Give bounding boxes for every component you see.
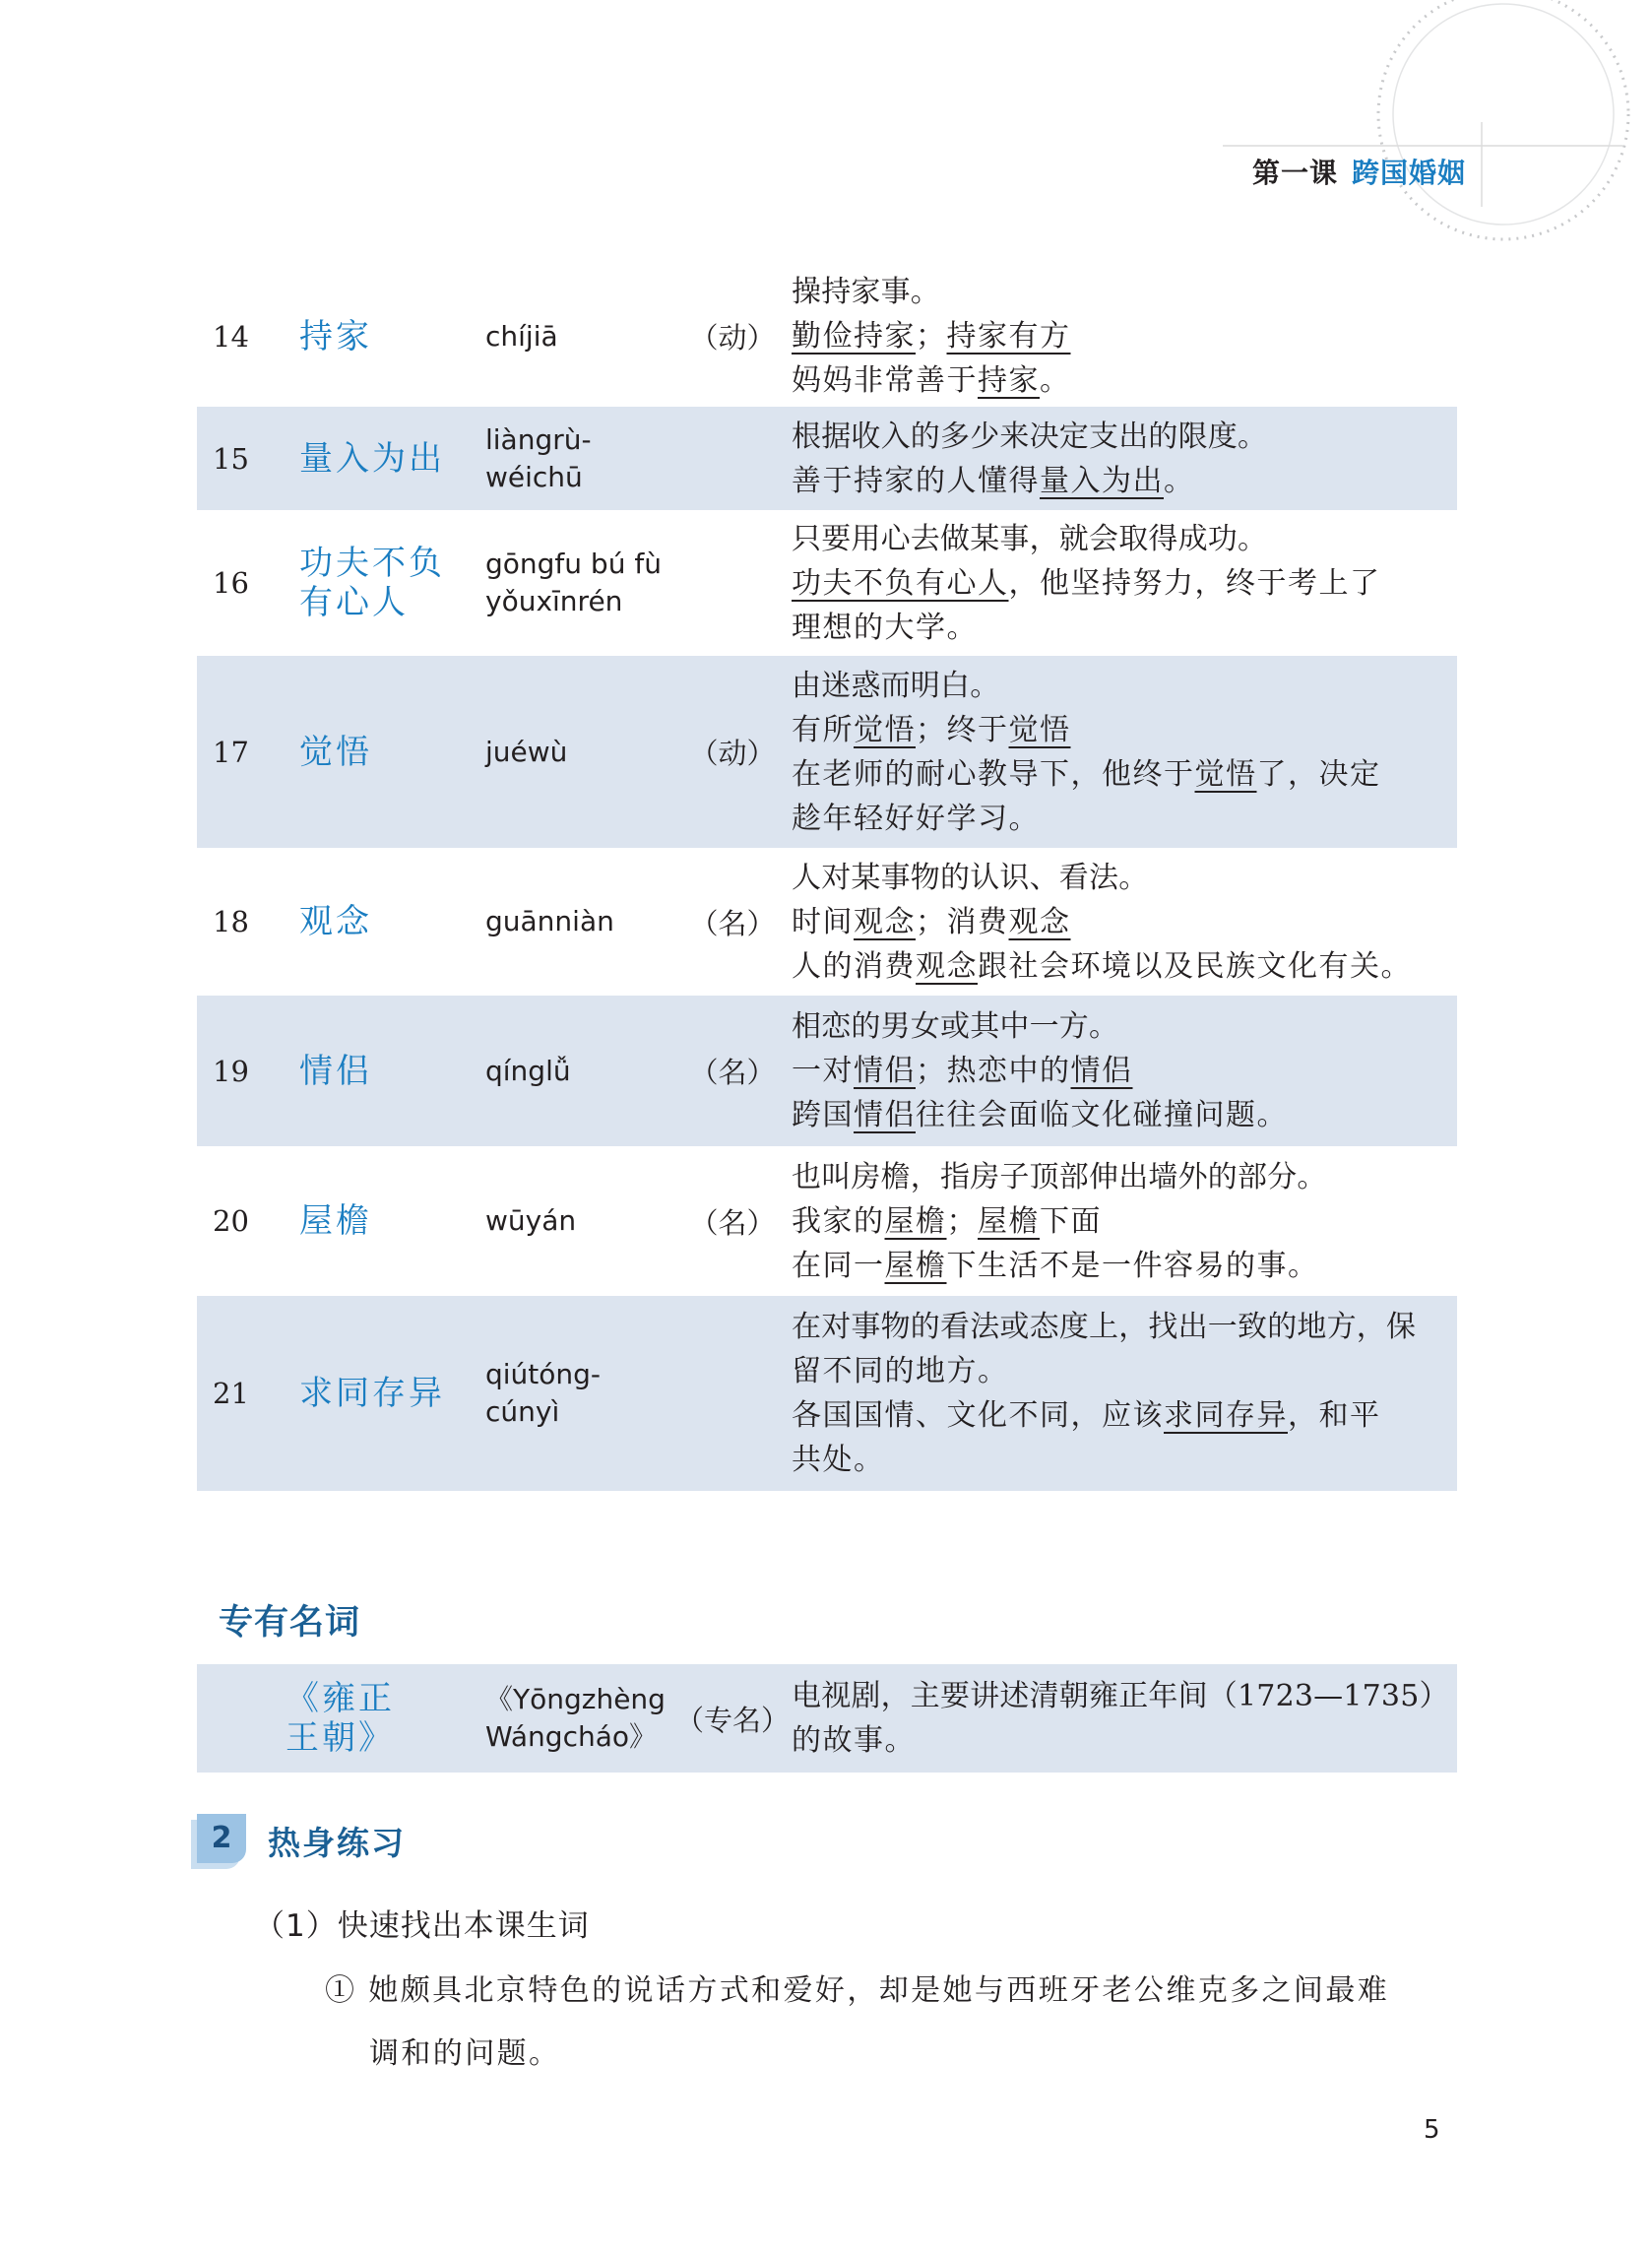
vocab-definition bbox=[792, 1296, 1457, 1491]
vocab-pinyin: qiútóng- cúnyì bbox=[485, 1358, 602, 1428]
vocab-number: 19 bbox=[213, 1054, 249, 1088]
proper-noun-pinyin: 《Yōngzhèng Wángcháo》 bbox=[485, 1683, 666, 1753]
lesson-title: 跨国婚姻 bbox=[1352, 157, 1467, 189]
example-keyword: 观念 bbox=[854, 904, 916, 939]
vocab-number: 20 bbox=[213, 1204, 249, 1238]
definition-line bbox=[792, 1049, 1457, 1093]
vocab-word: 觉悟 bbox=[299, 732, 372, 772]
definition-text: ，他坚持努力，终于考上了 bbox=[1008, 565, 1381, 601]
definition-text: 在对事物的看法或态度上，找出一致的地方，保 bbox=[792, 1310, 1417, 1344]
vocab-definition bbox=[792, 1146, 1457, 1296]
definition-line bbox=[792, 1155, 1457, 1199]
definition-text: 往往会面临文化碰撞问题。 bbox=[916, 1098, 1288, 1132]
definition-text: 在同一 bbox=[792, 1248, 885, 1283]
definition-line bbox=[792, 1093, 1457, 1137]
example-keyword: 功夫不负有心人 bbox=[792, 565, 1009, 601]
exercise-item-line: ① 她颇具北京特色的说话方式和爱好，却是她与西班牙老公维克多之间最难 bbox=[325, 1973, 1390, 2008]
example-keyword: 持家有方 bbox=[946, 319, 1071, 354]
example-keyword: 觉悟 bbox=[1194, 756, 1257, 792]
definition-line bbox=[792, 270, 1457, 314]
vocab-pinyin: wūyán bbox=[485, 1204, 577, 1237]
definition-line bbox=[792, 517, 1457, 561]
vocab-pinyin: juéwù bbox=[485, 735, 568, 768]
vocab-word: 量入为出 bbox=[299, 438, 445, 479]
vocab-row bbox=[197, 848, 1457, 996]
example-keyword: 觉悟 bbox=[1008, 712, 1071, 747]
vocab-row bbox=[197, 407, 1457, 510]
definition-text: 电视剧，主要讲述清朝雍正年间（1723—1735） bbox=[792, 1679, 1449, 1713]
definition-line bbox=[792, 664, 1457, 708]
example-keyword: 屋檐 bbox=[978, 1203, 1040, 1239]
example-keyword: 求同存异 bbox=[1164, 1398, 1288, 1433]
definition-text: 趁年轻好好学习。 bbox=[792, 801, 1040, 836]
vocab-pinyin: gōngfu bú fù yǒuxīnrén bbox=[485, 548, 662, 617]
definition-text: 理想的大学。 bbox=[792, 610, 978, 645]
vocab-definition bbox=[792, 656, 1457, 848]
vocab-number: 18 bbox=[213, 905, 249, 938]
vocab-pinyin: qínglǚ bbox=[485, 1054, 571, 1087]
definition-line bbox=[792, 358, 1457, 403]
definition-text: ；终于 bbox=[916, 712, 1009, 747]
definition-line bbox=[792, 1199, 1457, 1244]
definition-line bbox=[792, 856, 1457, 900]
vocab-word: 求同存异 bbox=[299, 1374, 445, 1413]
definition-line bbox=[792, 900, 1457, 944]
vocab-pinyin: chíjiā bbox=[485, 319, 558, 353]
definition-line bbox=[792, 606, 1457, 650]
example-keyword: 屋檐 bbox=[884, 1203, 947, 1239]
example-keyword: 觉悟 bbox=[854, 712, 916, 747]
vocab-number: 14 bbox=[213, 319, 249, 354]
vocab-part-of-speech: （动） bbox=[689, 321, 776, 355]
proper-noun-definition bbox=[792, 1664, 1457, 1773]
vocab-part-of-speech bbox=[683, 1296, 782, 1491]
vocab-word: 屋檐 bbox=[299, 1201, 372, 1241]
definition-text: 跟社会环境以及民族文化有关。 bbox=[978, 948, 1412, 984]
definition-line bbox=[792, 1244, 1457, 1288]
vocab-part-of-speech: （名） bbox=[689, 906, 776, 940]
definition-line bbox=[792, 314, 1457, 358]
exercise-heading bbox=[197, 1814, 689, 1863]
definition-text: 有所 bbox=[792, 712, 854, 747]
page-number: 5 bbox=[1424, 2115, 1440, 2145]
proper-noun-pos: （专名） bbox=[675, 1703, 791, 1737]
example-keyword: 情侣 bbox=[854, 1098, 916, 1132]
vocab-definition bbox=[792, 996, 1457, 1146]
vocab-part-of-speech bbox=[683, 407, 782, 510]
definition-line bbox=[792, 1438, 1457, 1482]
vocab-definition bbox=[792, 510, 1457, 656]
definition-text: 的故事。 bbox=[792, 1723, 916, 1758]
definition-line bbox=[792, 1393, 1457, 1438]
definition-line bbox=[792, 1718, 1457, 1763]
vocab-row bbox=[197, 996, 1457, 1146]
vocab-row bbox=[197, 266, 1457, 407]
vocab-part-of-speech: （动） bbox=[689, 737, 776, 770]
definition-text: 人对某事物的认识、看法。 bbox=[792, 860, 1149, 895]
example-keyword: 量入为出 bbox=[1040, 463, 1164, 498]
vocab-part-of-speech bbox=[683, 510, 782, 656]
proper-nouns-heading: 专有名词 bbox=[219, 1603, 361, 1643]
exercise-number-badge: 2 bbox=[197, 1814, 246, 1863]
example-keyword: 观念 bbox=[1008, 904, 1071, 939]
vocab-word: 持家 bbox=[299, 316, 372, 356]
proper-noun-word: 《雍正 王朝》 bbox=[286, 1679, 395, 1758]
definition-text: ； bbox=[946, 1203, 978, 1239]
vocab-number: 15 bbox=[213, 441, 249, 476]
vocab-row bbox=[197, 510, 1457, 656]
vocab-row bbox=[197, 1296, 1457, 1491]
definition-line bbox=[792, 415, 1457, 459]
exercise-item-line: 调和的问题。 bbox=[369, 2036, 561, 2071]
definition-text: 时间 bbox=[792, 904, 854, 939]
definition-text: 善于持家的人懂得 bbox=[792, 463, 1040, 498]
header-decoration bbox=[0, 0, 1652, 256]
definition-text: 留不同的地方。 bbox=[792, 1354, 1009, 1388]
definition-line bbox=[792, 797, 1457, 841]
lesson-number: 第一课 bbox=[1252, 157, 1339, 189]
vocab-part-of-speech: （名） bbox=[689, 1056, 776, 1089]
definition-text: 一对 bbox=[792, 1054, 854, 1088]
vocab-part-of-speech: （名） bbox=[689, 1205, 776, 1240]
definition-line bbox=[792, 752, 1457, 797]
definition-text: ； bbox=[916, 319, 947, 354]
example-keyword: 勤俭持家 bbox=[792, 319, 916, 354]
definition-text: ；热恋中的 bbox=[916, 1054, 1071, 1088]
definition-text: 共处。 bbox=[792, 1443, 885, 1477]
example-keyword: 屋檐 bbox=[884, 1248, 947, 1283]
definition-line bbox=[792, 561, 1457, 606]
definition-text: ；消费 bbox=[916, 904, 1009, 939]
exercise-subsection: （1）快速找出本课生词 bbox=[254, 1908, 590, 1944]
definition-text: 人的消费 bbox=[792, 948, 916, 984]
definition-line bbox=[792, 1305, 1457, 1349]
vocab-pinyin: liàngrù- wéichū bbox=[485, 422, 592, 493]
vocab-word: 功夫不负 有心人 bbox=[299, 544, 445, 622]
definition-text: 了，决定 bbox=[1256, 756, 1381, 792]
definition-text: 下生活不是一件容易的事。 bbox=[946, 1248, 1319, 1283]
example-keyword: 持家 bbox=[978, 363, 1040, 398]
vocab-number: 17 bbox=[213, 735, 249, 769]
definition-text: 在老师的耐心教导下，他终于 bbox=[792, 756, 1195, 792]
definition-line bbox=[792, 944, 1457, 989]
definition-text: 也叫房檐，指房子顶部伸出墙外的部分。 bbox=[792, 1159, 1327, 1194]
vocab-definition bbox=[792, 848, 1457, 996]
vocab-number: 16 bbox=[213, 566, 249, 600]
definition-text: 妈妈非常善于 bbox=[792, 363, 978, 398]
definition-line bbox=[792, 459, 1457, 503]
vocab-row bbox=[197, 1146, 1457, 1296]
definition-text: 。 bbox=[1164, 463, 1195, 498]
definition-text: 操持家事。 bbox=[792, 275, 940, 309]
definition-text: ，和平 bbox=[1288, 1398, 1381, 1433]
definition-text: 我家的 bbox=[792, 1203, 885, 1239]
example-keyword: 观念 bbox=[916, 948, 978, 984]
vocabulary-table bbox=[197, 266, 1457, 1491]
definition-text: 由迷惑而明白。 bbox=[792, 668, 1000, 703]
definition-text: 跨国 bbox=[792, 1098, 854, 1132]
vocab-definition bbox=[792, 266, 1457, 407]
definition-line bbox=[792, 708, 1457, 752]
vocab-word: 观念 bbox=[299, 902, 372, 941]
running-header bbox=[1252, 152, 1466, 191]
definition-text: 相恋的男女或其中一方。 bbox=[792, 1009, 1119, 1044]
vocab-row bbox=[197, 656, 1457, 848]
definition-text: 下面 bbox=[1040, 1203, 1102, 1239]
vocab-pinyin: guānniàn bbox=[485, 905, 614, 937]
definition-text: 根据收入的多少来决定支出的限度。 bbox=[792, 419, 1268, 454]
vocab-word: 情侣 bbox=[299, 1051, 372, 1091]
example-keyword: 情侣 bbox=[854, 1054, 916, 1088]
example-keyword: 情侣 bbox=[1070, 1054, 1133, 1088]
definition-text: 。 bbox=[1040, 363, 1071, 398]
definition-line bbox=[792, 1674, 1457, 1718]
definition-text: 只要用心去做某事，就会取得成功。 bbox=[792, 521, 1268, 556]
definition-line bbox=[792, 1004, 1457, 1049]
proper-noun-row bbox=[197, 1664, 1457, 1773]
exercise-title: 热身练习 bbox=[268, 1824, 406, 1862]
vocab-definition bbox=[792, 407, 1457, 510]
vocab-number: 21 bbox=[213, 1377, 249, 1410]
definition-text: 各国国情、文化不同，应该 bbox=[792, 1398, 1164, 1433]
definition-line bbox=[792, 1349, 1457, 1393]
